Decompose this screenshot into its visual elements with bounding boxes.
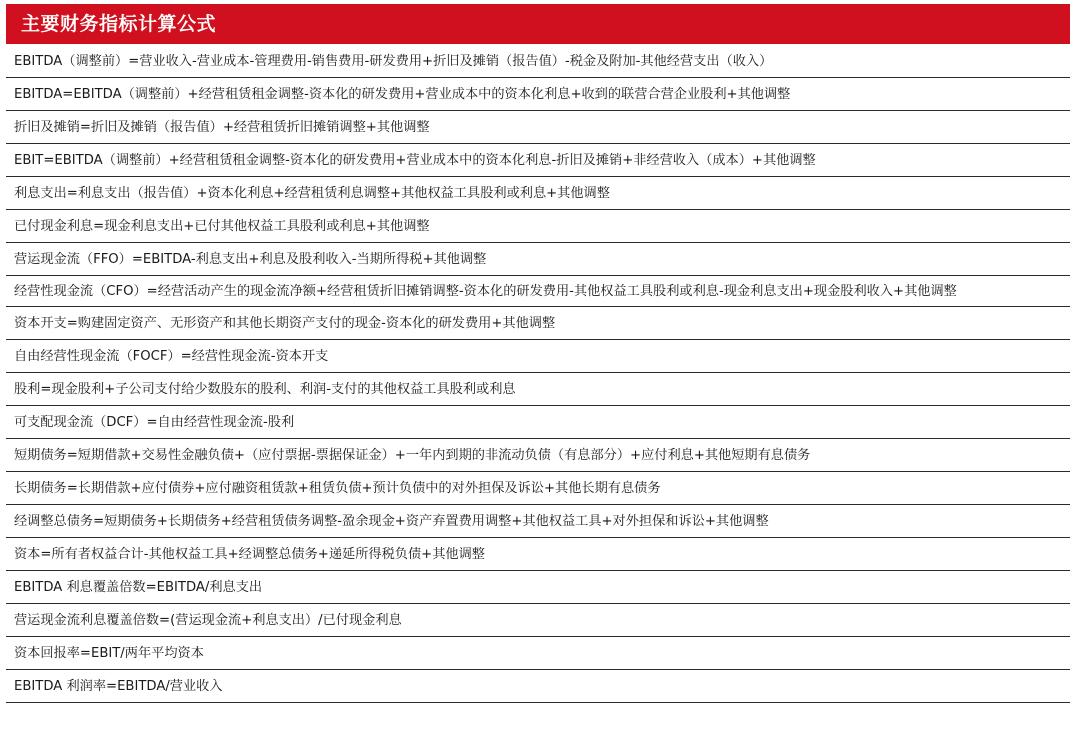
formula-row-long-term-debt: 长期债务=长期借款+应付债券+应付融资租赁款+租赁负债+预计负债中的对外担保及诉讼+其他长期有息债务 bbox=[6, 472, 1070, 505]
formula-row-ffo: 营运现金流（FFO）=EBITDA-利息支出+利息及股利收入-当期所得税+其他调整 bbox=[6, 243, 1070, 276]
formula-row-cfo: 经营性现金流（CFO）=经营活动产生的现金流净额+经营租赁折旧摊销调整-资本化的研发费用-其他权益工具股利或利息-现金利息支出+现金股利收入+其他调整 bbox=[6, 276, 1070, 307]
formula-table bbox=[6, 0, 1070, 703]
formula-list bbox=[6, 44, 1070, 703]
formula-row-dividends: 股利=现金股利+子公司支付给少数股东的股利、利润-支付的其他权益工具股利或利息 bbox=[6, 373, 1070, 406]
formula-row-short-term-debt: 短期债务=短期借款+交易性金融负债+（应付票据-票据保证金）+一年内到期的非流动负债（有息部分）+应付利息+其他短期有息债务 bbox=[6, 439, 1070, 472]
formula-row-ebitda-interest-coverage: EBITDA 利息覆盖倍数=EBITDA/利息支出 bbox=[6, 571, 1070, 604]
formula-row-ffo-interest-coverage: 营运现金流利息覆盖倍数=(营运现金流+利息支出）/已付现金利息 bbox=[6, 604, 1070, 637]
formula-row-capital: 资本=所有者权益合计-其他权益工具+经调整总债务+递延所得税负债+其他调整 bbox=[6, 538, 1070, 571]
formula-row-interest-expense: 利息支出=利息支出（报告值）+资本化利息+经营租赁利息调整+其他权益工具股利或利息+其他调整 bbox=[6, 177, 1070, 210]
formula-row-ebitda-margin: EBITDA 利润率=EBITDA/营业收入 bbox=[6, 670, 1070, 703]
formula-row-depreciation: 折旧及摊销=折旧及摊销（报告值）+经营租赁折旧摊销调整+其他调整 bbox=[6, 111, 1070, 144]
formula-row-ebit: EBIT=EBITDA（调整前）+经营租赁租金调整-资本化的研发费用+营业成本中的资本化利息-折旧及摊销+非经营收入（成本）+其他调整 bbox=[6, 144, 1070, 177]
formula-row-focf: 自由经营性现金流（FOCF）=经营性现金流-资本开支 bbox=[6, 340, 1070, 373]
formula-row-ebitda: EBITDA=EBITDA（调整前）+经营租赁租金调整-资本化的研发费用+营业成本中的资本化利息+收到的联营合营企业股利+其他调整 bbox=[6, 78, 1070, 111]
formula-row-adjusted-debt: 经调整总债务=短期债务+长期债务+经营租赁债务调整-盈余现金+资产弃置费用调整+其他权益工具+对外担保和诉讼+其他调整 bbox=[6, 505, 1070, 538]
table-title: 主要财务指标计算公式 bbox=[6, 4, 1070, 44]
formula-row-return-on-capital: 资本回报率=EBIT/两年平均资本 bbox=[6, 637, 1070, 670]
formula-row-cash-interest-paid: 已付现金利息=现金利息支出+已付其他权益工具股利或利息+其他调整 bbox=[6, 210, 1070, 243]
formula-row-dcf: 可支配现金流（DCF）=自由经营性现金流-股利 bbox=[6, 406, 1070, 439]
formula-row-capex: 资本开支=购建固定资产、无形资产和其他长期资产支付的现金-资本化的研发费用+其他调整 bbox=[6, 307, 1070, 340]
formula-row-ebitda-pre: EBITDA（调整前）=营业收入-营业成本-管理费用-销售费用-研发费用+折旧及摊销（报告值）-税金及附加-其他经营支出（收入） bbox=[6, 44, 1070, 78]
